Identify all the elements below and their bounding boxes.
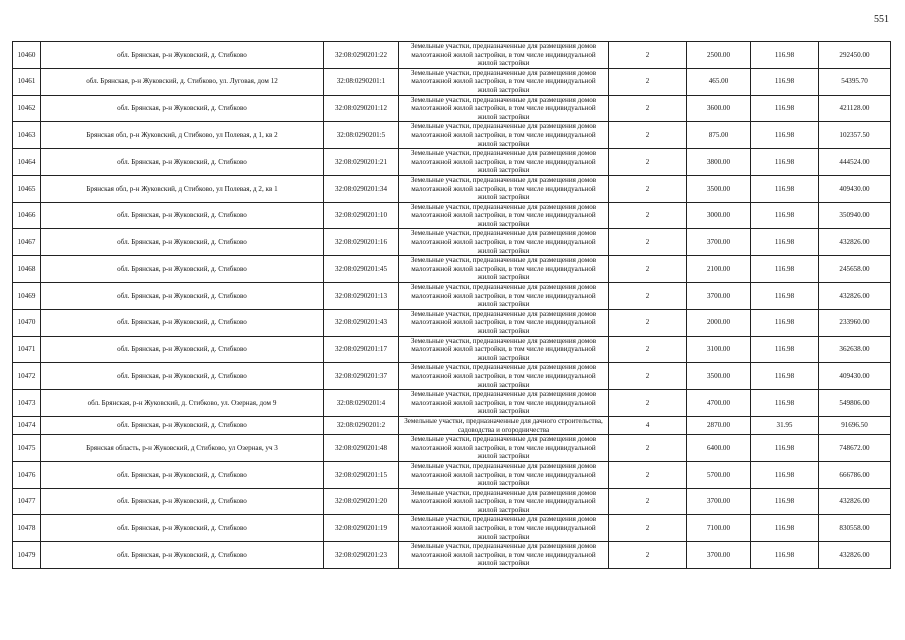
address-cell: обл. Брянская, р-н Жуковский, д. Стибково bbox=[41, 309, 324, 336]
land-purpose-cell: Земельные участки, предназначенные для размещения домов малоэтажной жилой застройки, в том числе индивидуальной жилой застройки bbox=[399, 488, 609, 515]
table-row bbox=[13, 461, 891, 488]
address-cell: Брянская обл, р-н Жуковский, д Стибково, ул Полевая, д 2, кв 1 bbox=[41, 175, 324, 202]
specific-value-cell: 116.98 bbox=[751, 256, 819, 283]
land-purpose-cell: Земельные участки, предназначенные для размещения домов малоэтажной жилой застройки, в том числе индивидуальной жилой застройки bbox=[399, 515, 609, 542]
land-purpose-cell: Земельные участки, предназначенные для размещения домов малоэтажной жилой застройки, в том числе индивидуальной жилой застройки bbox=[399, 461, 609, 488]
area-cell: 3100.00 bbox=[687, 336, 751, 363]
address-cell: обл. Брянская, р-н Жуковский, д. Стибково bbox=[41, 202, 324, 229]
land-purpose-cell: Земельные участки, предназначенные для размещения домов малоэтажной жилой застройки, в том числе индивидуальной жилой застройки bbox=[399, 122, 609, 149]
table-row bbox=[13, 416, 891, 434]
table-row bbox=[13, 149, 891, 176]
specific-value-cell: 116.98 bbox=[751, 336, 819, 363]
area-cell: 3500.00 bbox=[687, 363, 751, 390]
row-id-cell: 10466 bbox=[13, 202, 41, 229]
specific-value-cell: 116.98 bbox=[751, 283, 819, 310]
table-row bbox=[13, 95, 891, 122]
cadastral-value-cell: 91696.50 bbox=[819, 416, 891, 434]
cadastral-number-cell: 32:08:0290201:37 bbox=[324, 363, 399, 390]
row-id-cell: 10464 bbox=[13, 149, 41, 176]
table-row bbox=[13, 309, 891, 336]
cadastral-number-cell: 32:08:0290201:22 bbox=[324, 42, 399, 69]
row-id-cell: 10475 bbox=[13, 435, 41, 462]
address-cell: обл. Брянская, р-н Жуковский, д. Стибково bbox=[41, 461, 324, 488]
specific-value-cell: 116.98 bbox=[751, 122, 819, 149]
area-cell: 3700.00 bbox=[687, 488, 751, 515]
table-row bbox=[13, 229, 891, 256]
cadastral-value-cell: 245658.00 bbox=[819, 256, 891, 283]
area-cell: 3800.00 bbox=[687, 149, 751, 176]
use-group-cell: 2 bbox=[609, 175, 687, 202]
table-row bbox=[13, 363, 891, 390]
specific-value-cell: 116.98 bbox=[751, 542, 819, 569]
specific-value-cell: 116.98 bbox=[751, 515, 819, 542]
use-group-cell: 2 bbox=[609, 95, 687, 122]
cadastral-value-cell: 432826.00 bbox=[819, 283, 891, 310]
area-cell: 5700.00 bbox=[687, 461, 751, 488]
row-id-cell: 10468 bbox=[13, 256, 41, 283]
specific-value-cell: 116.98 bbox=[751, 42, 819, 69]
area-cell: 2100.00 bbox=[687, 256, 751, 283]
cadastral-number-cell: 32:08:0290201:23 bbox=[324, 542, 399, 569]
cadastral-value-cell: 362638.00 bbox=[819, 336, 891, 363]
cadastral-number-cell: 32:08:0290201:5 bbox=[324, 122, 399, 149]
cadastral-value-cell: 666786.00 bbox=[819, 461, 891, 488]
address-cell: обл. Брянская, р-н Жуковский, д. Стибково bbox=[41, 229, 324, 256]
area-cell: 3500.00 bbox=[687, 175, 751, 202]
cadastral-value-cell: 549806.00 bbox=[819, 390, 891, 417]
address-cell: обл. Брянская, р-н Жуковский, д. Стибково bbox=[41, 283, 324, 310]
use-group-cell: 4 bbox=[609, 416, 687, 434]
land-purpose-cell: Земельные участки, предназначенные для размещения домов малоэтажной жилой застройки, в том числе индивидуальной жилой застройки bbox=[399, 336, 609, 363]
cadastral-number-cell: 32:08:0290201:21 bbox=[324, 149, 399, 176]
area-cell: 3700.00 bbox=[687, 283, 751, 310]
table-row bbox=[13, 515, 891, 542]
use-group-cell: 2 bbox=[609, 229, 687, 256]
use-group-cell: 2 bbox=[609, 68, 687, 95]
cadastral-value-cell: 233960.00 bbox=[819, 309, 891, 336]
cadastral-number-cell: 32:08:0290201:17 bbox=[324, 336, 399, 363]
row-id-cell: 10472 bbox=[13, 363, 41, 390]
row-id-cell: 10467 bbox=[13, 229, 41, 256]
land-purpose-cell: Земельные участки, предназначенные для размещения домов малоэтажной жилой застройки, в том числе индивидуальной жилой застройки bbox=[399, 390, 609, 417]
area-cell: 7100.00 bbox=[687, 515, 751, 542]
table-row bbox=[13, 488, 891, 515]
row-id-cell: 10471 bbox=[13, 336, 41, 363]
address-cell: обл. Брянская, р-н Жуковский, д. Стибково bbox=[41, 416, 324, 434]
table-row bbox=[13, 202, 891, 229]
cadastral-value-cell: 350940.00 bbox=[819, 202, 891, 229]
area-cell: 465.00 bbox=[687, 68, 751, 95]
cadastral-number-cell: 32:08:0290201:48 bbox=[324, 435, 399, 462]
specific-value-cell: 116.98 bbox=[751, 175, 819, 202]
cadastral-number-cell: 32:08:0290201:12 bbox=[324, 95, 399, 122]
row-id-cell: 10463 bbox=[13, 122, 41, 149]
row-id-cell: 10476 bbox=[13, 461, 41, 488]
cadastral-value-cell: 292450.00 bbox=[819, 42, 891, 69]
specific-value-cell: 116.98 bbox=[751, 461, 819, 488]
row-id-cell: 10469 bbox=[13, 283, 41, 310]
cadastral-value-cell: 102357.50 bbox=[819, 122, 891, 149]
cadastral-number-cell: 32:08:0290201:2 bbox=[324, 416, 399, 434]
cadastral-number-cell: 32:08:0290201:15 bbox=[324, 461, 399, 488]
cadastral-value-cell: 421128.00 bbox=[819, 95, 891, 122]
land-purpose-cell: Земельные участки, предназначенные для размещения домов малоэтажной жилой застройки, в том числе индивидуальной жилой застройки bbox=[399, 149, 609, 176]
use-group-cell: 2 bbox=[609, 122, 687, 149]
table-row bbox=[13, 68, 891, 95]
land-purpose-cell: Земельные участки, предназначенные для размещения домов малоэтажной жилой застройки, в том числе индивидуальной жилой застройки bbox=[399, 363, 609, 390]
cadastral-number-cell: 32:08:0290201:34 bbox=[324, 175, 399, 202]
table-row bbox=[13, 542, 891, 569]
cadastral-value-cell: 409430.00 bbox=[819, 175, 891, 202]
table-row bbox=[13, 283, 891, 310]
cadastral-value-cell: 444524.00 bbox=[819, 149, 891, 176]
table-row bbox=[13, 122, 891, 149]
use-group-cell: 2 bbox=[609, 435, 687, 462]
address-cell: обл. Брянская, р-н Жуковский, д. Стибково bbox=[41, 488, 324, 515]
page-number: 551 bbox=[874, 14, 889, 25]
cadastral-value-table bbox=[12, 41, 891, 569]
area-cell: 2870.00 bbox=[687, 416, 751, 434]
land-purpose-cell: Земельные участки, предназначенные для размещения домов малоэтажной жилой застройки, в том числе индивидуальной жилой застройки bbox=[399, 202, 609, 229]
cadastral-value-cell: 748672.00 bbox=[819, 435, 891, 462]
land-purpose-cell: Земельные участки, предназначенные для дачного строительства, садоводства и огородничества bbox=[399, 416, 609, 434]
address-cell: обл. Брянская, р-н Жуковский, д. Стибково bbox=[41, 515, 324, 542]
row-id-cell: 10473 bbox=[13, 390, 41, 417]
use-group-cell: 2 bbox=[609, 390, 687, 417]
cadastral-number-cell: 32:08:0290201:13 bbox=[324, 283, 399, 310]
table-row bbox=[13, 390, 891, 417]
address-cell: Брянская обл, р-н Жуковский, д Стибково, ул Полевая, д 1, кв 2 bbox=[41, 122, 324, 149]
address-cell: обл. Брянская, р-н Жуковский, д. Стибково, ул. Луговая, дом 12 bbox=[41, 68, 324, 95]
use-group-cell: 2 bbox=[609, 363, 687, 390]
row-id-cell: 10465 bbox=[13, 175, 41, 202]
row-id-cell: 10474 bbox=[13, 416, 41, 434]
specific-value-cell: 116.98 bbox=[751, 390, 819, 417]
row-id-cell: 10460 bbox=[13, 42, 41, 69]
specific-value-cell: 116.98 bbox=[751, 229, 819, 256]
land-purpose-cell: Земельные участки, предназначенные для размещения домов малоэтажной жилой застройки, в том числе индивидуальной жилой застройки bbox=[399, 256, 609, 283]
land-purpose-cell: Земельные участки, предназначенные для размещения домов малоэтажной жилой застройки, в том числе индивидуальной жилой застройки bbox=[399, 175, 609, 202]
row-id-cell: 10477 bbox=[13, 488, 41, 515]
table-row bbox=[13, 435, 891, 462]
land-purpose-cell: Земельные участки, предназначенные для размещения домов малоэтажной жилой застройки, в том числе индивидуальной жилой застройки bbox=[399, 283, 609, 310]
area-cell: 4700.00 bbox=[687, 390, 751, 417]
table-row bbox=[13, 175, 891, 202]
row-id-cell: 10462 bbox=[13, 95, 41, 122]
cadastral-number-cell: 32:08:0290201:10 bbox=[324, 202, 399, 229]
use-group-cell: 2 bbox=[609, 542, 687, 569]
area-cell: 3000.00 bbox=[687, 202, 751, 229]
use-group-cell: 2 bbox=[609, 42, 687, 69]
address-cell: обл. Брянская, р-н Жуковский, д. Стибково, ул. Озерная, дом 9 bbox=[41, 390, 324, 417]
address-cell: обл. Брянская, р-н Жуковский, д. Стибково bbox=[41, 42, 324, 69]
specific-value-cell: 116.98 bbox=[751, 202, 819, 229]
address-cell: обл. Брянская, р-н Жуковский, д. Стибково bbox=[41, 95, 324, 122]
table-row bbox=[13, 336, 891, 363]
use-group-cell: 2 bbox=[609, 283, 687, 310]
address-cell: обл. Брянская, р-н Жуковский, д. Стибково bbox=[41, 336, 324, 363]
address-cell: обл. Брянская, р-н Жуковский, д. Стибково bbox=[41, 542, 324, 569]
cadastral-value-cell: 432826.00 bbox=[819, 488, 891, 515]
land-purpose-cell: Земельные участки, предназначенные для размещения домов малоэтажной жилой застройки, в том числе индивидуальной жилой застройки bbox=[399, 309, 609, 336]
area-cell: 3600.00 bbox=[687, 95, 751, 122]
table-row bbox=[13, 256, 891, 283]
use-group-cell: 2 bbox=[609, 256, 687, 283]
cadastral-number-cell: 32:08:0290201:43 bbox=[324, 309, 399, 336]
use-group-cell: 2 bbox=[609, 461, 687, 488]
cadastral-number-cell: 32:08:0290201:19 bbox=[324, 515, 399, 542]
specific-value-cell: 116.98 bbox=[751, 95, 819, 122]
area-cell: 2500.00 bbox=[687, 42, 751, 69]
cadastral-value-cell: 830558.00 bbox=[819, 515, 891, 542]
land-purpose-cell: Земельные участки, предназначенные для размещения домов малоэтажной жилой застройки, в том числе индивидуальной жилой застройки bbox=[399, 95, 609, 122]
specific-value-cell: 116.98 bbox=[751, 149, 819, 176]
address-cell: Брянская область, р-н Жуковский, д Стибково, ул Озерная, уч 3 bbox=[41, 435, 324, 462]
specific-value-cell: 116.98 bbox=[751, 68, 819, 95]
specific-value-cell: 31.95 bbox=[751, 416, 819, 434]
address-cell: обл. Брянская, р-н Жуковский, д. Стибково bbox=[41, 363, 324, 390]
use-group-cell: 2 bbox=[609, 488, 687, 515]
table-body bbox=[13, 42, 891, 569]
land-purpose-cell: Земельные участки, предназначенные для размещения домов малоэтажной жилой застройки, в том числе индивидуальной жилой застройки bbox=[399, 68, 609, 95]
use-group-cell: 2 bbox=[609, 515, 687, 542]
area-cell: 6400.00 bbox=[687, 435, 751, 462]
cadastral-value-cell: 54395.70 bbox=[819, 68, 891, 95]
address-cell: обл. Брянская, р-н Жуковский, д. Стибково bbox=[41, 256, 324, 283]
cadastral-value-cell: 409430.00 bbox=[819, 363, 891, 390]
specific-value-cell: 116.98 bbox=[751, 435, 819, 462]
cadastral-number-cell: 32:08:0290201:4 bbox=[324, 390, 399, 417]
land-purpose-cell: Земельные участки, предназначенные для размещения домов малоэтажной жилой застройки, в том числе индивидуальной жилой застройки bbox=[399, 42, 609, 69]
row-id-cell: 10479 bbox=[13, 542, 41, 569]
cadastral-number-cell: 32:08:0290201:20 bbox=[324, 488, 399, 515]
specific-value-cell: 116.98 bbox=[751, 488, 819, 515]
cadastral-number-cell: 32:08:0290201:1 bbox=[324, 68, 399, 95]
specific-value-cell: 116.98 bbox=[751, 363, 819, 390]
row-id-cell: 10470 bbox=[13, 309, 41, 336]
cadastral-number-cell: 32:08:0290201:45 bbox=[324, 256, 399, 283]
use-group-cell: 2 bbox=[609, 336, 687, 363]
cadastral-number-cell: 32:08:0290201:16 bbox=[324, 229, 399, 256]
table-row bbox=[13, 42, 891, 69]
area-cell: 3700.00 bbox=[687, 229, 751, 256]
area-cell: 3700.00 bbox=[687, 542, 751, 569]
row-id-cell: 10461 bbox=[13, 68, 41, 95]
use-group-cell: 2 bbox=[609, 149, 687, 176]
use-group-cell: 2 bbox=[609, 202, 687, 229]
area-cell: 875.00 bbox=[687, 122, 751, 149]
address-cell: обл. Брянская, р-н Жуковский, д. Стибково bbox=[41, 149, 324, 176]
row-id-cell: 10478 bbox=[13, 515, 41, 542]
cadastral-value-cell: 432826.00 bbox=[819, 542, 891, 569]
land-purpose-cell: Земельные участки, предназначенные для размещения домов малоэтажной жилой застройки, в том числе индивидуальной жилой застройки bbox=[399, 542, 609, 569]
specific-value-cell: 116.98 bbox=[751, 309, 819, 336]
use-group-cell: 2 bbox=[609, 309, 687, 336]
land-purpose-cell: Земельные участки, предназначенные для размещения домов малоэтажной жилой застройки, в том числе индивидуальной жилой застройки bbox=[399, 229, 609, 256]
land-purpose-cell: Земельные участки, предназначенные для размещения домов малоэтажной жилой застройки, в том числе индивидуальной жилой застройки bbox=[399, 435, 609, 462]
cadastral-value-cell: 432826.00 bbox=[819, 229, 891, 256]
area-cell: 2000.00 bbox=[687, 309, 751, 336]
